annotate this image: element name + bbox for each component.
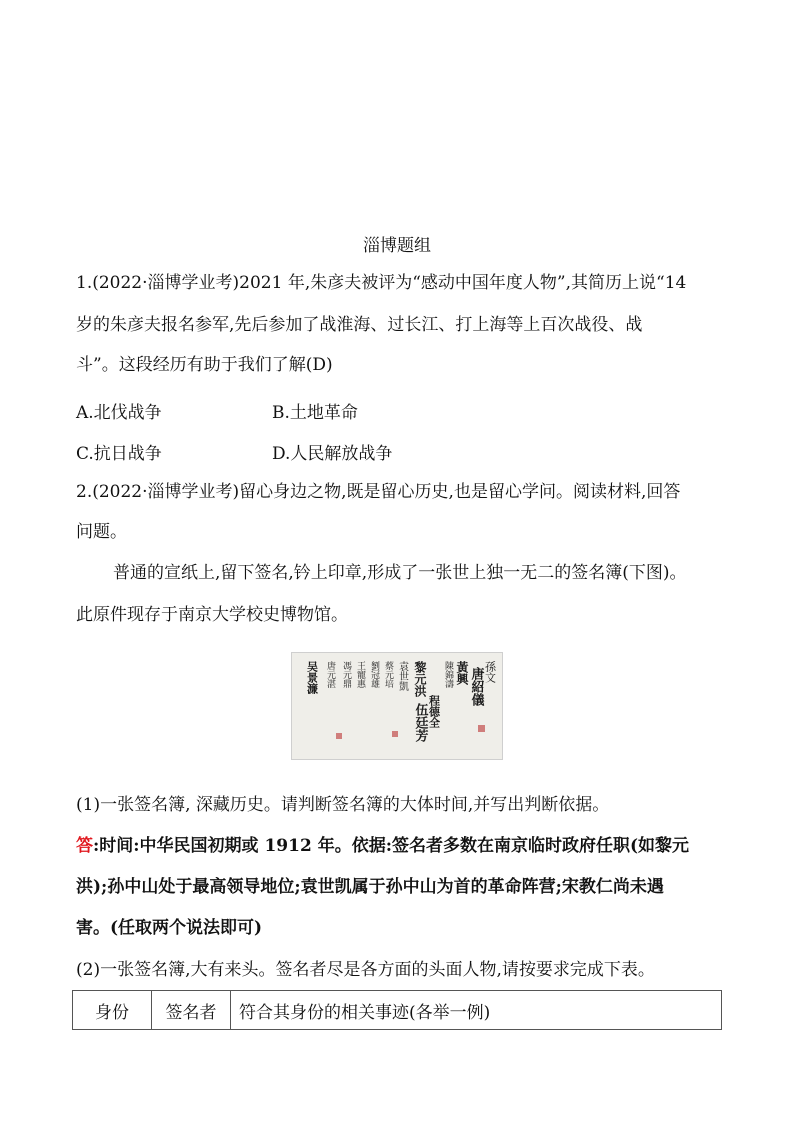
q1-option-b: B.土地革命 [272,403,358,423]
table-header-signer: 签名者 [152,991,231,1030]
table-header-row [73,991,722,1030]
q2-line-1: 2.(2022·淄博学业考)留心身边之物,既是留心历史,也是留心学问。阅读材料,回答 [76,482,681,502]
table-header-identity: 身份 [73,991,152,1030]
signature-book-image [291,652,503,760]
q2-sub1-question: (1)一张签名簿, 深藏历史。请判断签名簿的大体时间,并写出判断依据。 [76,795,610,815]
signature-col-5: 袁世凱 [396,661,408,691]
signature-col-6: 蔡元培 [383,661,393,688]
q1-line-1: 1.(2022·淄博学业考)2021 年,朱彦夫被评为“感动中国年度人物”,其简历上说“14 [76,273,687,293]
signature-col-7: 劉冠雄 [369,661,379,688]
table-header-deeds: 符合其身份的相关事迹(各举一例) [231,991,722,1030]
q2-sub1-answer-line-3: 害。(任取两个说法即可) [76,918,263,938]
signature-col-10: 唐元湛 [325,661,335,688]
q2-sub2-question: (2)一张签名簿,大有来头。签名者尽是各方面的头面人物,请按要求完成下表。 [76,960,655,980]
q2-material-line-2: 此原件现存于南京大学校史博物馆。 [76,605,348,625]
signature-col-4b: 伍廷芳 [412,703,428,742]
q2-sub1-answer-line-1 [76,836,689,856]
signature-col-3: 陳錦濤 [443,661,453,688]
signature-col-1b: 唐紹儀 [468,667,484,706]
q1-option-a: A.北伐战争 [76,403,162,423]
answer-table [72,990,722,1030]
signature-col-9: 馮元鼎 [341,661,351,688]
answer-text-1: :时间:中华民国初期或 1912 年。依据:签名者多数在南京临时政府任职(如黎元 [93,836,690,856]
section-title: 淄博题组 [363,236,431,256]
signature-col-3b: 程德全 [427,695,441,728]
seal-stamp [336,733,342,739]
q1-line-3: 斗”。这段经历有助于我们了解(D) [76,355,333,375]
signature-col-2: 黃興 [455,661,469,685]
signature-book-svg [292,653,502,759]
signature-col-11: 吴景濂 [305,661,319,694]
signature-col-8: 王寵惠 [355,661,365,688]
q1-option-d: D.人民解放战争 [272,444,393,464]
seal-stamp [478,725,485,732]
signature-col-1: 孫文 [483,661,497,683]
q1-line-2: 岁的朱彦夫报名参军,先后参加了战淮海、过长江、打上海等上百次战役、战 [76,315,643,335]
q1-option-c: C.抗日战争 [76,444,162,464]
q2-line-2: 问题。 [76,522,127,542]
q2-material-line-1: 普通的宣纸上,留下签名,钤上印章,形成了一张世上独一无二的签名簿(下图)。 [113,563,687,583]
answer-label: 答 [76,836,93,856]
q2-sub1-answer-line-2: 洪);孙中山处于最高领导地位;袁世凯属于孙中山为首的革命阵营;宋教仁尚未遇 [76,877,664,897]
seal-stamp [392,731,398,737]
signature-col-4: 黎元洪 [413,661,427,697]
